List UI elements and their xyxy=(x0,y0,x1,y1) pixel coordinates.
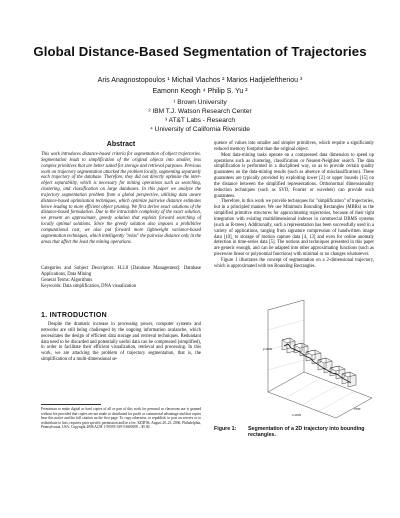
keywords: Keywords: Data simplification, DNA visualization xyxy=(41,283,137,289)
authors-line-1: Aris Anagnostopoulos ¹ Michail Vlachos ² Marios Hadjieleftheriou ³ xyxy=(97,77,303,84)
affiliation-3: ³ AT&T Labs - Research xyxy=(164,117,236,124)
y-axis-label: y-axis xyxy=(263,347,273,351)
categories: Categories and Subject Descriptors: H.2.8 [Database Management]: Database Applications, Data Mining xyxy=(41,266,201,277)
right-column-text xyxy=(214,141,374,270)
general-terms: General Terms: Algorithms xyxy=(41,277,93,283)
footnote-rule xyxy=(41,404,101,405)
categories-block xyxy=(41,266,201,289)
paragraph: quence of values into smaller and simpler primitives, which require a significantly reduced memory footprint than the original object. xyxy=(214,141,374,152)
affiliation-2: ² IBM T.J. Watson Research Center xyxy=(148,108,252,115)
figure-1-trajectory-mbrs xyxy=(262,300,374,420)
x-axis-label: x-axis xyxy=(292,413,302,417)
figure-caption xyxy=(214,426,374,439)
introduction-text: Despite the dramatic increase in processing power, computer systems and networks are still being challenged by the ongoing information avalanche, which necessitates the design of efficient data storage and retrieval techniques. Redundant data need to be discarded and potentially useful data can be compressed (simplified), in order to facilitate their efficient visualization, retrieval and processing. In this work, we are attacking the problem of trajectory segmentation, that is, the simplification of a multi-dimensional se- xyxy=(41,322,201,363)
abstract-text: This work introduces distance-based criteria for segmentation of object trajectories. Segmentation leads to simplification of the original objects into smaller, less complex primitives that are better suited for storage and retrieval purposes. Previous work on trajectory segmentation attacked the problem locally, segmenting separately each trajectory of the database. Therefore, they did not directly optimize the inter-object separability, which is necessary for mining operations such as searching, clustering, and classification on large databases. In this paper we analyze the trajectory segmentation problem from a global perspective, utilizing data aware distance-based optimization techniques, which optimize pairwise distance estimates hence leading to more efficient object pruning. We first derive exact solutions of the distance-based formulation. Due to the intractable complexity of the exact solution, we present an approximate, greedy solution that exploits forward searching of locally optimal solutions. Since the greedy solution also imposes a prohibitive computational cost, we also put forward more lightweight variance-based segmentation techniques, which intelligently "relax" the pairwise distance only in the areas that affect the least the mining operations. xyxy=(41,152,201,245)
paragraph: Figure 1 illustrates the concept of segmentation on a 2-dimensional trajectory, which is approximated with ten Bounding Rectangles. xyxy=(214,257,374,269)
affiliation-1: ¹ Brown University xyxy=(173,99,227,106)
paragraph: Therefore, in this work we provide techniques for "simplification" of trajectories, but in a principled manner. We use Minimum Bounding Rectangles (MBRs) as the simplified primitive structures for approximating trajectories, because of their tight integration with existing multidimensional indexes in commercial DBMS systems (such as R-trees). Additionally, such a representation has been successfully used in a variety of applications, ranging from signature compression of handwritten image data [10], to storage of motion capture data [4, 13] and even for online anomaly detection in time-series data [5]. The notions and techniques presented in this paper are generic enough, and can be adapted into other approximating functions (such as piecewise linear or polynomial functions) with minimal or no changes whatsoever. xyxy=(214,199,374,258)
paragraph: Most data-mining tasks operate on a compressed data dimension to speed up operations such as clustering, classification or Nearest-Neighbor search. The data simplification is performed in a disciplined way, so as to provide certain quality guarantees on the data-mining results (such as absence of misclassification). These guarantees are typically provided by exploiting lower [2] or upper bounds [15] on the distance between the simplified representations. Orthonormal dimensionality reduction techniques (such as SVD, Fourier or wavelets) can provide such guarantees. xyxy=(214,152,374,199)
figure-caption-text: Segmentation of a 2D trajectory into bounding rectangles. xyxy=(248,426,365,439)
affiliation-4: ⁴ University of California Riverside xyxy=(150,126,250,133)
abstract-heading: Abstract xyxy=(106,141,136,148)
figure-label: Figure 1: xyxy=(214,426,237,432)
section-heading-introduction: 1. INTRODUCTION xyxy=(41,312,107,319)
copyright-footnote: Permission to make digital or hard copies of all or part of this work for personal or classroom use is granted without fee provided that copies are not made or distributed for profit or commercial advantage and that copies bear this notice and the full citation on the first page. To copy otherwise, to republish, to post on servers or to redistribute to lists, requires prior specific permission and/or a fee. KDD'06, August 20–23, 2006, Philadelphia, Pennsylvania, USA. Copyright 2006 ACM 1-59593-339-5/06/0008 ...$5.00. xyxy=(41,407,201,430)
authors-line-2: Eamonn Keogh ⁴ Philip S. Yu ² xyxy=(152,88,248,95)
paper-title: Global Distance-Based Segmentation of Trajectories xyxy=(33,44,367,59)
time-axis-label: time xyxy=(354,407,361,411)
